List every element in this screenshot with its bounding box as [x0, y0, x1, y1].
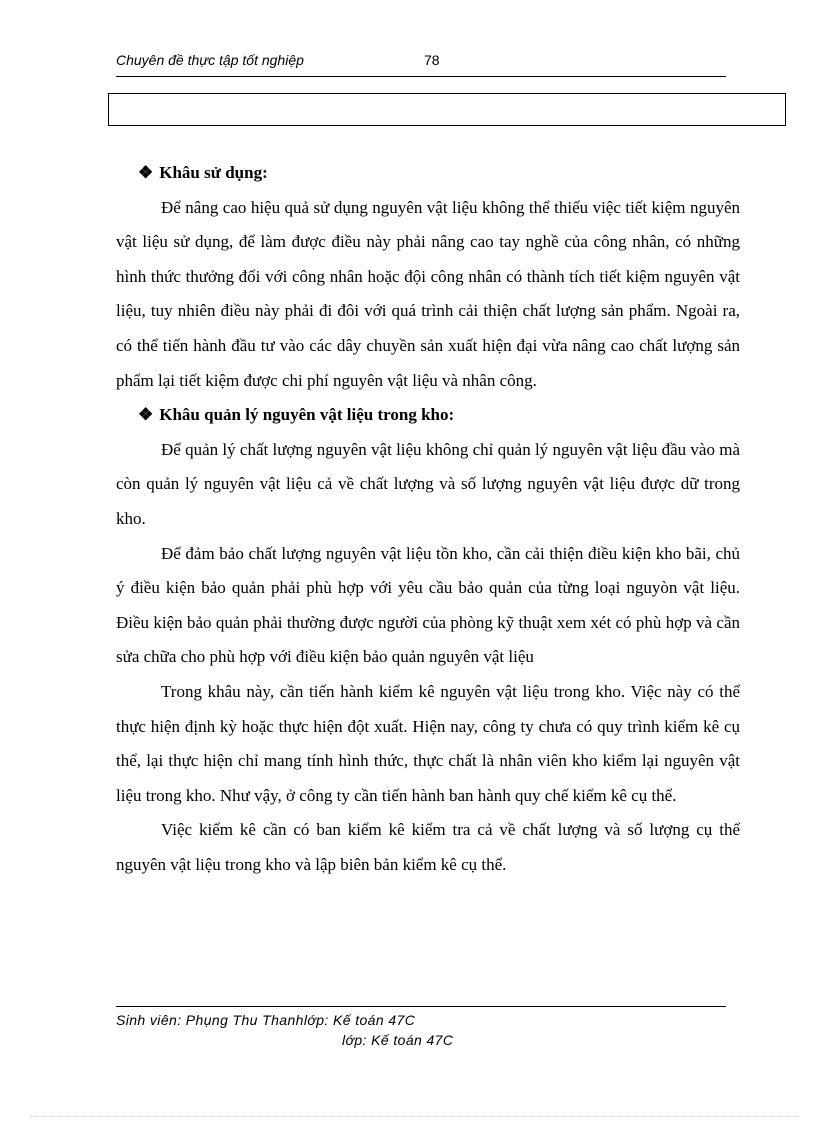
- page-number: 78: [424, 52, 440, 68]
- footer-rule: [116, 1006, 726, 1007]
- section-heading-text: Khâu quản lý nguyên vật liệu trong kho:: [159, 405, 455, 425]
- header-title: Chuyên đề thực tập tốt nghiệp: [116, 52, 304, 68]
- paragraph: Việc kiểm kê cần có ban kiểm kê kiểm tra cả về chất lượng và số lượng cụ thể nguyên vật liệu trong kho và lập biên bản kiểm kê cụ thể.: [116, 820, 740, 874]
- header-rule: [116, 76, 726, 77]
- page-bottom-border: [30, 1116, 800, 1117]
- paragraph: Để đảm bảo chất lượng nguyên vật liệu tồn kho, cần cải thiện điều kiện kho bãi, chủ ý điều kiện bảo quản phải phù hợp với yêu cầu bảo quản của từng loại nguyòn vật liệu. Điều kiện bảo quản phải thường được người của phòng kỹ thuật xem xét có phù hợp và cần sửa chữa cho phù hợp với điều kiện bảo quản nguyên vật liệu: [116, 543, 740, 667]
- diamond-bullet-icon: ❖: [138, 163, 154, 182]
- header-box: [108, 93, 786, 126]
- section-heading: [116, 398, 740, 433]
- footer-student: Sinh viên: Phụng Thu Thanhlớp: Kế toán 47C: [116, 1012, 416, 1028]
- paragraph: Để nâng cao hiệu quả sử dụng nguyên vật liệu không thể thiếu việc tiết kiệm nguyên vật liệu sử dụng, để làm được điều này phải nâng cao tay nghề của công nhân, có những hình thức thưởng đối với công nhân hoặc đội công nhân có thành tích tiết kiệm nguyên vật liệu, tuy nhiên điều này phải đi đôi với quá trình cải thiện chất lượng sản phẩm. Ngoài ra, có thể tiến hành đầu tư vào các dây chuyền sản xuất hiện đại vừa nâng cao chất lượng sản phẩm lại tiết kiệm được chi phí nguyên vật liệu và nhân công.: [116, 197, 740, 390]
- footer-class: lớp: Kế toán 47C: [342, 1032, 454, 1048]
- document-body: [116, 156, 740, 882]
- section-heading-text: Khâu sử dụng:: [159, 163, 268, 182]
- paragraph: Để quản lý chất lượng nguyên vật liệu không chỉ quản lý nguyên vật liệu đầu vào mà còn quản lý nguyên vật liệu cả về chất lượng và số lượng nguyên vật liệu được dữ trong kho.: [116, 439, 740, 528]
- diamond-bullet-icon: ❖: [138, 405, 154, 425]
- paragraph: Trong khâu này, cần tiến hành kiểm kê nguyên vật liệu trong kho. Việc này có thể thực hiện định kỳ hoặc thực hiện đột xuất. Hiện nay, công ty chưa có quy trình kiểm kê cụ thể, lại thực hiện chỉ mang tính hình thức, thực chất là nhân viên kho kiểm lại nguyên vật liệu trong kho. Như vậy, ở công ty cần tiến hành ban hành quy chế kiểm kê cụ thể.: [116, 681, 740, 805]
- section-heading: [116, 156, 740, 191]
